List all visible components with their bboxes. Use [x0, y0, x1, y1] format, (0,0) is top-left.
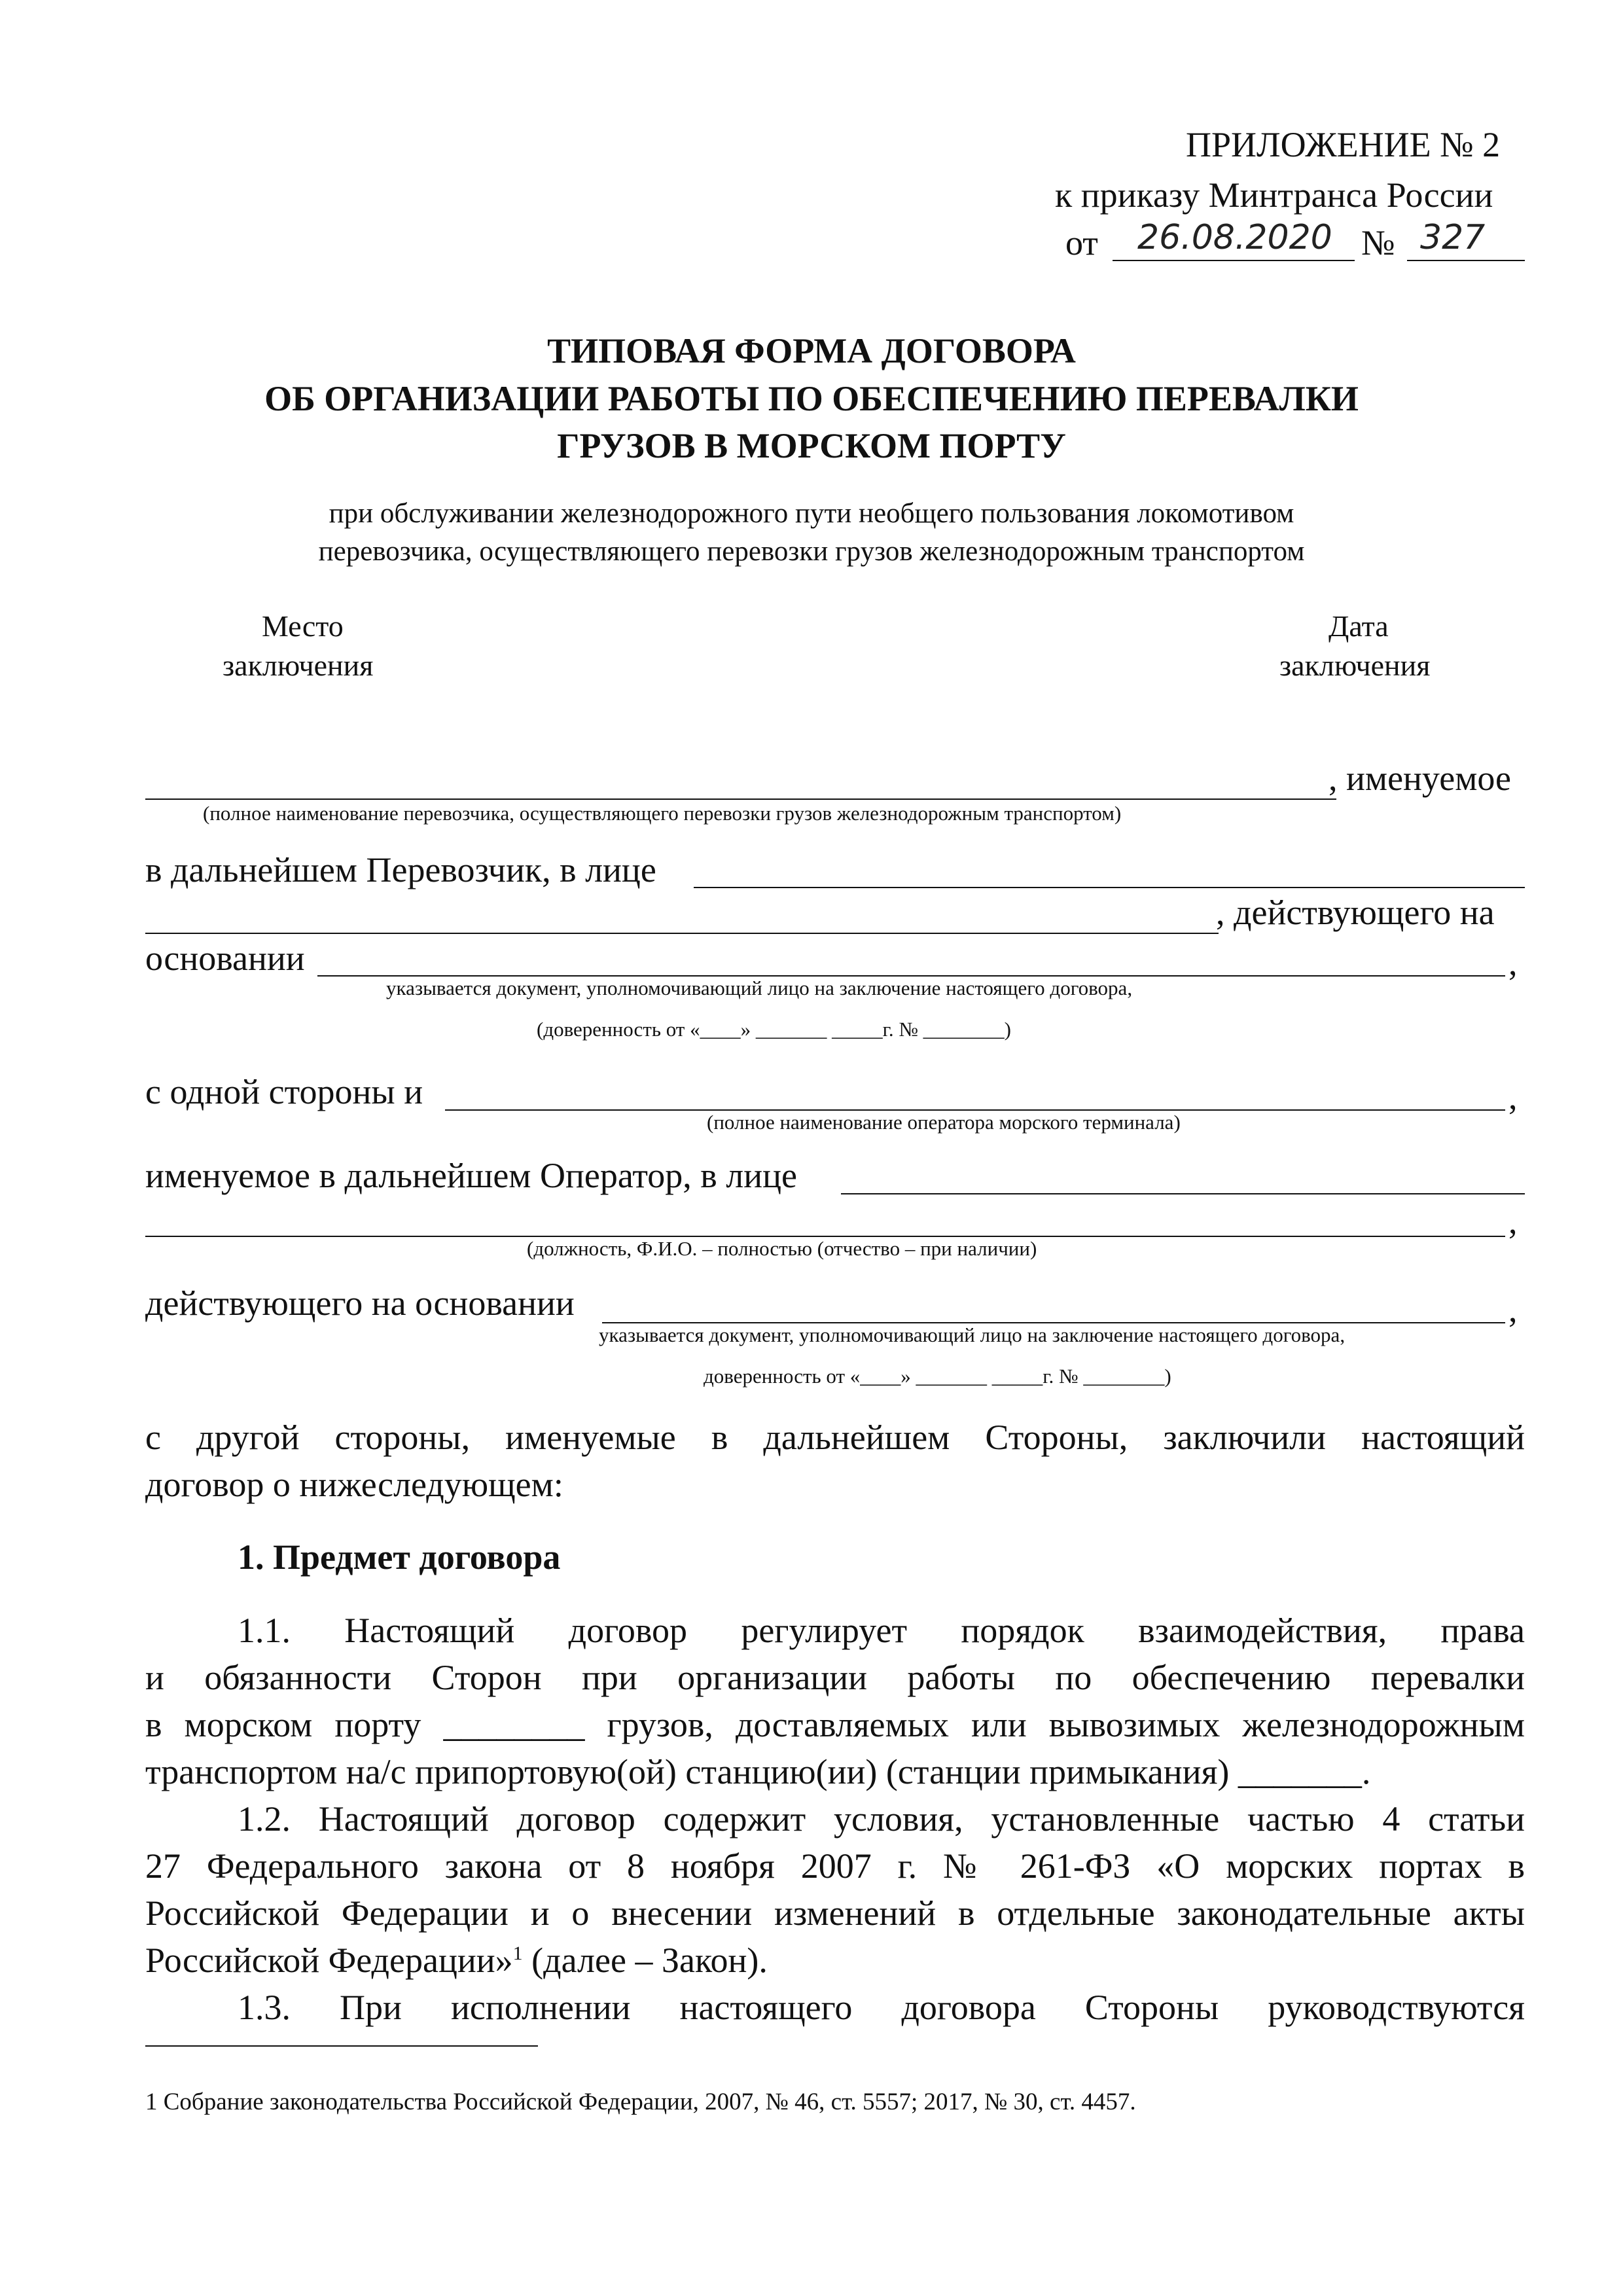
paragraph-1-2-line-4-text: Российской Федерации»: [145, 1941, 513, 1980]
operator-comma: ,: [1508, 1077, 1518, 1117]
paragraph-1-2-line-2: 27 Федерального закона от 8 ноября 2007 г. № 261-ФЗ «О морских портах в: [145, 1846, 1525, 1886]
other-side-line-2: договор о нижеследующем:: [145, 1465, 563, 1504]
paragraph-1-2-line-4-end: (далее – Закон).: [522, 1941, 768, 1980]
carrier-person-field[interactable]: [694, 887, 1525, 888]
order-reference: к приказу Минтранса России: [1055, 175, 1493, 215]
operator-person-field[interactable]: [841, 1193, 1525, 1194]
title-line-2: ОБ ОРГАНИЗАЦИИ РАБОТЫ ПО ОБЕСПЕЧЕНИЮ ПЕРЕВАЛКИ: [264, 379, 1359, 418]
one-side-label: с одной стороны и: [145, 1072, 423, 1111]
carrier-hint: (полное наименование перевозчика, осуществляющего перевозки грузов железнодорожным транспортом): [203, 802, 1122, 825]
paragraph-1-2-line-4: [145, 1937, 1525, 1984]
date-underline: [1113, 260, 1355, 261]
acting-on-suffix: , действующего на: [1216, 893, 1495, 932]
title-line-1: ТИПОВАЯ ФОРМА ДОГОВОРА: [547, 331, 1076, 370]
basis-comma: ,: [1508, 943, 1518, 982]
doc-hint-2: указывается документ, уполномочивающий лицо на заключение настоящего договора,: [599, 1323, 1346, 1346]
other-side-line-1: с другой стороны, именуемые в дальнейшем Стороны, заключили настоящий: [145, 1418, 1525, 1457]
number-underline: [1407, 260, 1525, 261]
place-label-2: заключения: [223, 649, 374, 682]
doc-hint: указывается документ, уполномочивающий лицо на заключение настоящего договора,: [386, 977, 1133, 999]
operator-person-label: именуемое в дальнейшем Оператор, в лице: [145, 1156, 797, 1195]
carrier-name-field[interactable]: [145, 798, 1336, 800]
paragraph-1-1-line-3: в морском порту ________ грузов, доставляемых или вывозимых железнодорожным: [145, 1705, 1525, 1744]
footnote-text: 1 Собрание законодательства Российской Федерации, 2007, № 46, ст. 5557; 2017, № 30, ст. 4457.: [145, 2089, 1136, 2115]
section-1-heading: 1. Предмет договора: [238, 1537, 561, 1577]
subtitle-line-1: при обслуживании железнодорожного пути необщего пользования локомотивом: [329, 498, 1294, 529]
subtitle-line-2: перевозчика, осуществляющего перевозки грузов железнодорожным транспортом: [318, 536, 1305, 567]
paragraph-1-2-line-1: 1.2. Настоящий договор содержит условия, установленные частью 4 статьи: [238, 1799, 1525, 1839]
named-suffix: , именуемое: [1329, 759, 1511, 798]
footnote-separator: [145, 2045, 538, 2047]
date-label-2: заключения: [1279, 649, 1431, 682]
paragraph-1-2-line-3: Российской Федерации и о внесении изменений в отдельные законодательные акты: [145, 1893, 1525, 1933]
from-label: от: [1065, 223, 1098, 262]
place-label-1: Место: [262, 609, 344, 643]
proxy-line-2: доверенность от «____» _______ _____г. № ________): [704, 1365, 1171, 1388]
title-line-3: ГРУЗОВ В МОРСКОМ ПОРТУ: [557, 426, 1066, 465]
paragraph-1-1-line-4: транспортом на/с припортовую(ой) станцию(ии) (станции примыкания) _______.: [145, 1752, 1371, 1791]
carrier-person-label: в дальнейшем Перевозчик, в лице: [145, 850, 656, 889]
position-hint: (должность, Ф.И.О. – полностью (отчество – при наличии): [527, 1237, 1037, 1260]
appendix-label: ПРИЛОЖЕНИЕ № 2: [1186, 125, 1501, 164]
acting-basis-label: действующего на основании: [145, 1283, 575, 1323]
date-label-1: Дата: [1329, 609, 1389, 643]
handwritten-number: 327: [1420, 218, 1486, 257]
operator-basis-comma: ,: [1508, 1290, 1518, 1329]
basis-label: основании: [145, 939, 305, 978]
footnote-ref[interactable]: 1: [512, 1943, 523, 1964]
operator-hint: (полное наименование оператора морского терминала): [707, 1111, 1181, 1134]
position-comma: ,: [1508, 1202, 1518, 1241]
paragraph-1-1-line-1: 1.1. Настоящий договор регулирует порядок взаимодействия, права: [238, 1611, 1525, 1650]
paragraph-1-1-line-2: и обязанности Сторон при организации работы по обеспечению перевалки: [145, 1658, 1525, 1697]
paragraph-1-3-line-1: 1.3. При исполнении настоящего договора Стороны руководствуются: [238, 1988, 1525, 2027]
number-label: №: [1361, 223, 1395, 262]
carrier-person-field-2[interactable]: [145, 933, 1219, 934]
proxy-line-1: (доверенность от «____» _______ _____г. № ________): [537, 1018, 1011, 1041]
handwritten-date: 26.08.2020: [1137, 218, 1332, 257]
